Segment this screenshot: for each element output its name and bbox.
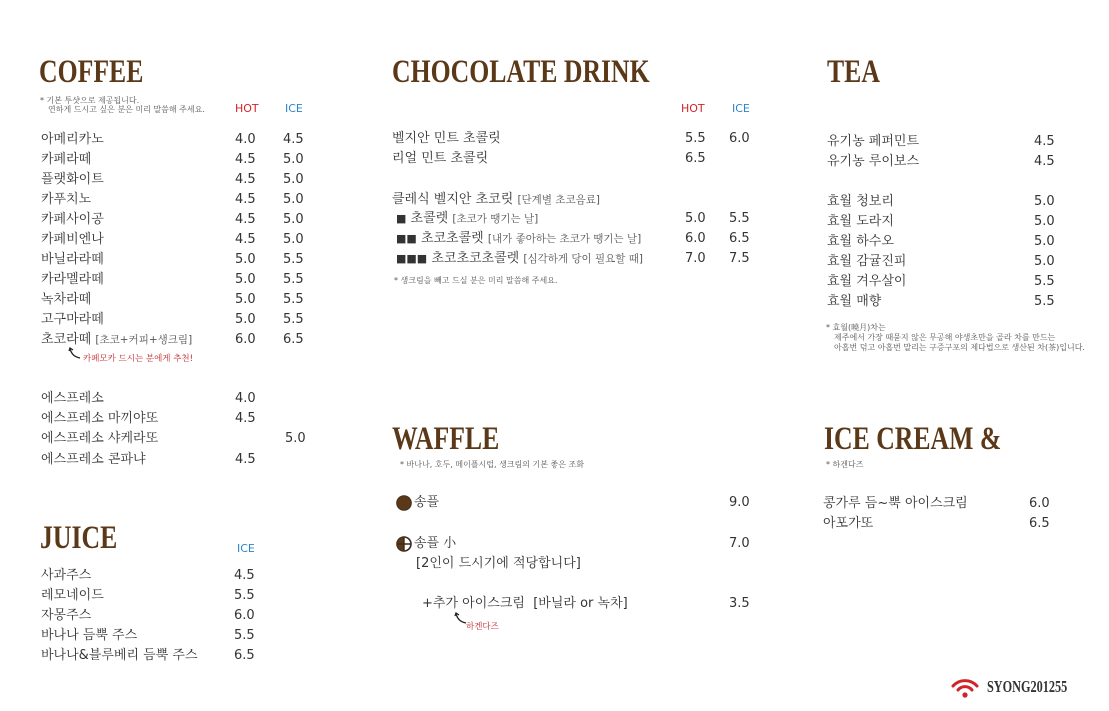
menu-item-name [41, 450, 146, 470]
waffle-note: * 바나나, 호두, 메이플시럽, 생크림의 기본 좋은 조화 [400, 460, 584, 469]
menu-item-row [41, 606, 281, 626]
menu-item-row [41, 389, 321, 409]
menu-item-label: 카페비엔나 [41, 232, 104, 247]
menu-item-price: 4.5 [235, 192, 256, 207]
waffle-small-row [396, 534, 756, 554]
menu-item-label: 효월 겨우살이 [827, 274, 907, 289]
menu-item-name [827, 192, 894, 212]
menu-item-label: 카라멜라떼 [41, 272, 104, 287]
menu-item-row [41, 170, 321, 190]
menu-item-label: 유기농 페퍼민트 [827, 134, 920, 149]
chocolate-level-name [396, 249, 643, 269]
menu-item-name [827, 232, 894, 252]
menu-item-price: 4.0 [235, 391, 256, 406]
waffle-small-price: 7.0 [729, 536, 750, 551]
menu-item-label: 플랫화이트 [41, 172, 104, 187]
menu-item-price: 4.5 [235, 152, 256, 167]
menu-item-label: 자몽주스 [41, 608, 92, 623]
chocolate-level-row [396, 249, 776, 269]
chocolate-level-row [396, 229, 776, 249]
menu-item-row [41, 130, 321, 150]
coffee-note-2: 연하게 드시고 싶은 분은 미리 말씀해 주세요. [48, 105, 205, 114]
menu-item-label: 에스프레소 샤케라또 [41, 431, 159, 446]
chocolate-level-ice: 7.5 [729, 251, 750, 266]
classic-chocolate-name: 클레식 벨지안 초코릿 [392, 192, 514, 207]
menu-item-row [41, 646, 281, 666]
level-mark-icon: ■■ [396, 232, 417, 245]
menu-item-price-ice: 6.5 [283, 332, 304, 347]
menu-item-row [41, 230, 321, 250]
menu-item-row [41, 210, 321, 230]
coffee-recommend-note: 카페모카 드시는 분에게 추천! [83, 354, 194, 364]
watermark-text: SYONG201255 [987, 677, 1068, 696]
menu-item-label: 고구마라떼 [41, 312, 104, 327]
menu-item-name [827, 252, 906, 272]
menu-item-row [41, 190, 321, 210]
menu-item-row [41, 626, 281, 646]
menu-item-name [392, 129, 501, 149]
menu-item-price: 5.5 [234, 628, 255, 643]
tea-title: TEA [827, 54, 880, 90]
menu-item-label: 에스프레소 콘파냐 [41, 452, 146, 467]
menu-item-label: 레모네이드 [41, 588, 104, 603]
menu-item-row [827, 192, 1077, 212]
menu-item-price-ice: 5.0 [283, 152, 304, 167]
menu-item-row [41, 150, 321, 170]
menu-item-label: 벨지안 민트 초콜릿 [392, 131, 501, 146]
menu-item-price: 4.5 [1034, 134, 1055, 149]
menu-item-label: 카페라떼 [41, 152, 92, 167]
waffle-extra-row [422, 594, 762, 614]
menu-item-row [827, 152, 1077, 172]
menu-item-row [827, 272, 1077, 292]
menu-item-name [41, 230, 104, 250]
menu-item-name [827, 132, 919, 152]
menu-item-price: 5.5 [1034, 274, 1055, 289]
menu-item-price-ice: 5.0 [283, 232, 304, 247]
waffle-small-desc: [2인이 드시기에 적당합니다] [416, 556, 581, 571]
menu-item-price: 5.5 [685, 131, 706, 146]
menu-item-label: 효월 하수오 [827, 234, 894, 249]
waffle-half-icon [396, 536, 412, 552]
menu-item-label: 에스프레소 [41, 391, 104, 406]
menu-item-name [41, 210, 104, 230]
curl-arrow-icon [68, 347, 82, 361]
menu-item-label: 효월 도라지 [827, 214, 894, 229]
wifi-icon [950, 676, 980, 698]
menu-item-name [41, 190, 91, 210]
chocolate-level-sub: [내가 좋아하는 초코가 땡기는 날] [487, 233, 642, 245]
menu-item-price: 6.0 [234, 608, 255, 623]
menu-item-row [41, 586, 281, 606]
menu-item-label: 아메리카노 [41, 132, 104, 147]
menu-item-price: 4.5 [235, 411, 256, 426]
menu-item-price: 5.0 [1034, 254, 1055, 269]
menu-item-price-ice: 5.0 [285, 431, 306, 446]
menu-item-row [41, 566, 281, 586]
level-mark-icon: ■ [396, 212, 407, 225]
menu-item-name [41, 290, 91, 310]
menu-item-label: 바닐라라떼 [41, 252, 104, 267]
menu-item-label: 효월 청보리 [827, 194, 894, 209]
menu-item-row [41, 429, 321, 449]
menu-item-price: 4.5 [235, 452, 256, 467]
menu-item-price-ice: 5.0 [283, 212, 304, 227]
chocolate-level-name [396, 229, 641, 249]
menu-item-label: 카푸치노 [41, 192, 92, 207]
chocolate-level-sub: [심각하게 당이 필요할 때] [523, 253, 644, 265]
tea-note-2: 제주에서 가장 때묻지 않은 무공해 야생초만을 골라 차를 만드는 [834, 333, 1056, 342]
coffee-ice-label: ICE [285, 102, 303, 115]
menu-item-label: 사과주스 [41, 568, 92, 583]
menu-item-label: 리얼 민트 초콜릿 [392, 151, 489, 166]
chocolate-level-ice: 5.5 [729, 211, 750, 226]
waffle-name: 송플 [414, 495, 440, 510]
menu-item-label: 카페사이공 [41, 212, 104, 227]
waffle-price: 9.0 [729, 495, 750, 510]
menu-item-name [827, 292, 881, 312]
menu-item-label: 유기농 루이보스 [827, 154, 920, 169]
menu-item-price: 5.0 [235, 312, 256, 327]
menu-item-row [823, 514, 1073, 534]
menu-item-row [41, 409, 321, 429]
menu-item-price: 6.5 [234, 648, 255, 663]
menu-item-price: 6.5 [1029, 516, 1050, 531]
tea-note-1: * 효월(曉月)차는 [826, 323, 886, 332]
menu-item-price: 5.0 [1034, 214, 1055, 229]
chocolate-level-name [396, 209, 538, 229]
waffle-extra-brand: 하겐다즈 [466, 622, 499, 632]
menu-item-name [823, 494, 968, 514]
chocolate-level-label: 초코초콜렛 [420, 231, 484, 246]
menu-item-row [827, 212, 1077, 232]
chocolate-level-hot: 6.0 [685, 231, 706, 246]
icecream-title: ICE CREAM & [824, 421, 1002, 457]
menu-item-price: 4.5 [1034, 154, 1055, 169]
menu-item-name [827, 212, 894, 232]
menu-item-price: 4.5 [235, 232, 256, 247]
menu-item-name [41, 566, 91, 586]
menu-item-row [392, 149, 772, 169]
waffle-extra-name: +추가 아이스크림 [422, 596, 525, 611]
menu-item-label: 녹차라떼 [41, 292, 92, 307]
chocolate-ice-label: ICE [732, 102, 750, 115]
menu-item-price-ice: 4.5 [283, 132, 304, 147]
menu-item-name [41, 170, 104, 190]
waffle-title: WAFFLE [392, 421, 500, 457]
waffle-icon [396, 495, 412, 511]
menu-item-price-ice: 5.0 [283, 172, 304, 187]
menu-item-label: 효월 매향 [827, 294, 882, 309]
menu-item-name [41, 310, 104, 330]
menu-item-price-ice: 5.5 [283, 292, 304, 307]
menu-item-row [827, 252, 1077, 272]
chocolate-note: * 생크림을 빼고 드실 분은 미리 말씀해 주세요. [394, 276, 558, 285]
menu-item-price-ice: 5.0 [283, 192, 304, 207]
menu-item-row [392, 129, 772, 149]
menu-item-price: 4.0 [235, 132, 256, 147]
menu-item-price: 6.5 [685, 151, 706, 166]
menu-item-name [41, 409, 158, 429]
menu-item-name [827, 152, 919, 172]
waffle-small-name: 송플 小 [414, 536, 457, 551]
level-mark-icon: ■■■ [396, 252, 428, 265]
menu-item-name [41, 429, 158, 449]
menu-item-label: 효월 감귤진피 [827, 254, 907, 269]
menu-item-price: 4.5 [235, 172, 256, 187]
menu-item-label: 바나나&블루베리 듬뿍 주스 [41, 648, 198, 663]
watermark [950, 676, 1099, 702]
menu-item-row [827, 132, 1077, 152]
menu-item-label: 에스프레소 마끼야또 [41, 411, 159, 426]
menu-item-name [41, 606, 91, 626]
chocolate-level-sub: [초코가 땡기는 날] [452, 213, 539, 225]
menu-item-row [827, 232, 1077, 252]
menu-item-row [41, 270, 321, 290]
chocolate-level-row [396, 209, 776, 229]
menu-item-label: 콩가루 듬~뿍 아이스크림 [823, 496, 968, 511]
tea-note-3: 아홉번 덖고 아홉번 말리는 구증구포의 제다법으로 생산된 차(茶)입니다. [834, 343, 1085, 352]
chocolate-level-hot: 5.0 [685, 211, 706, 226]
menu-item-price: 5.0 [235, 272, 256, 287]
menu-item-price-ice: 6.0 [729, 131, 750, 146]
menu-item-name [41, 130, 104, 150]
menu-item-price: 5.5 [1034, 294, 1055, 309]
juice-title: JUICE [40, 520, 118, 556]
menu-item-name [41, 586, 104, 606]
menu-item-name [41, 250, 104, 270]
chocolate-hot-label: HOT [681, 102, 705, 115]
menu-item-name [823, 514, 873, 534]
menu-item-name [41, 389, 104, 409]
waffle-row [396, 493, 756, 513]
menu-item-price: 5.0 [1034, 234, 1055, 249]
menu-item-name [827, 272, 906, 292]
waffle-extra-sub: [바닐라 or 녹차] [533, 596, 628, 611]
waffle-extra-price: 3.5 [729, 596, 750, 611]
chocolate-level-hot: 7.0 [685, 251, 706, 266]
menu-item-price: 5.5 [234, 588, 255, 603]
menu-item-price: 6.0 [1029, 496, 1050, 511]
menu-item-sub: [초코+커피+생크림] [95, 334, 193, 346]
menu-item-row [823, 494, 1073, 514]
menu-item-row [41, 290, 321, 310]
menu-item-label: 초코라떼 [41, 332, 92, 347]
menu-item-price: 5.0 [1034, 194, 1055, 209]
juice-ice-label: ICE [237, 542, 255, 555]
menu-item-price-ice: 5.5 [283, 272, 304, 287]
menu-item-price: 5.0 [235, 292, 256, 307]
menu-item-name [41, 646, 198, 666]
chocolate-title: CHOCOLATE DRINK [392, 54, 650, 90]
menu-item-name [41, 150, 91, 170]
coffee-note-1: * 기본 투샷으로 제공됩니다. [40, 96, 140, 105]
menu-item-row [827, 292, 1077, 312]
menu-item-name [392, 149, 488, 169]
menu-item-price: 4.5 [235, 212, 256, 227]
coffee-title: COFFEE [39, 54, 144, 90]
chocolate-level-label: 초콜렛 [410, 211, 449, 226]
menu-item-label: 아포가또 [823, 516, 874, 531]
menu-item-label: 바나나 듬뿍 주스 [41, 628, 138, 643]
icecream-note: * 하겐다즈 [826, 460, 864, 469]
menu-item-name [41, 626, 137, 646]
menu-item-name [41, 330, 192, 350]
menu-item-name [41, 270, 104, 290]
menu-item-price-ice: 5.5 [283, 252, 304, 267]
menu-item-price: 5.0 [235, 252, 256, 267]
menu-item-price-ice: 5.5 [283, 312, 304, 327]
classic-chocolate-sub: [단계별 초코음료] [517, 194, 600, 206]
menu-item-row [41, 450, 321, 470]
menu-item-row [41, 310, 321, 330]
menu-item-row [41, 250, 321, 270]
coffee-hot-label: HOT [235, 102, 259, 115]
chocolate-level-ice: 6.5 [729, 231, 750, 246]
chocolate-level-label: 초코초코초콜렛 [431, 251, 520, 266]
menu-item-price: 4.5 [234, 568, 255, 583]
menu-item-row [41, 330, 321, 350]
menu-item-price: 6.0 [235, 332, 256, 347]
